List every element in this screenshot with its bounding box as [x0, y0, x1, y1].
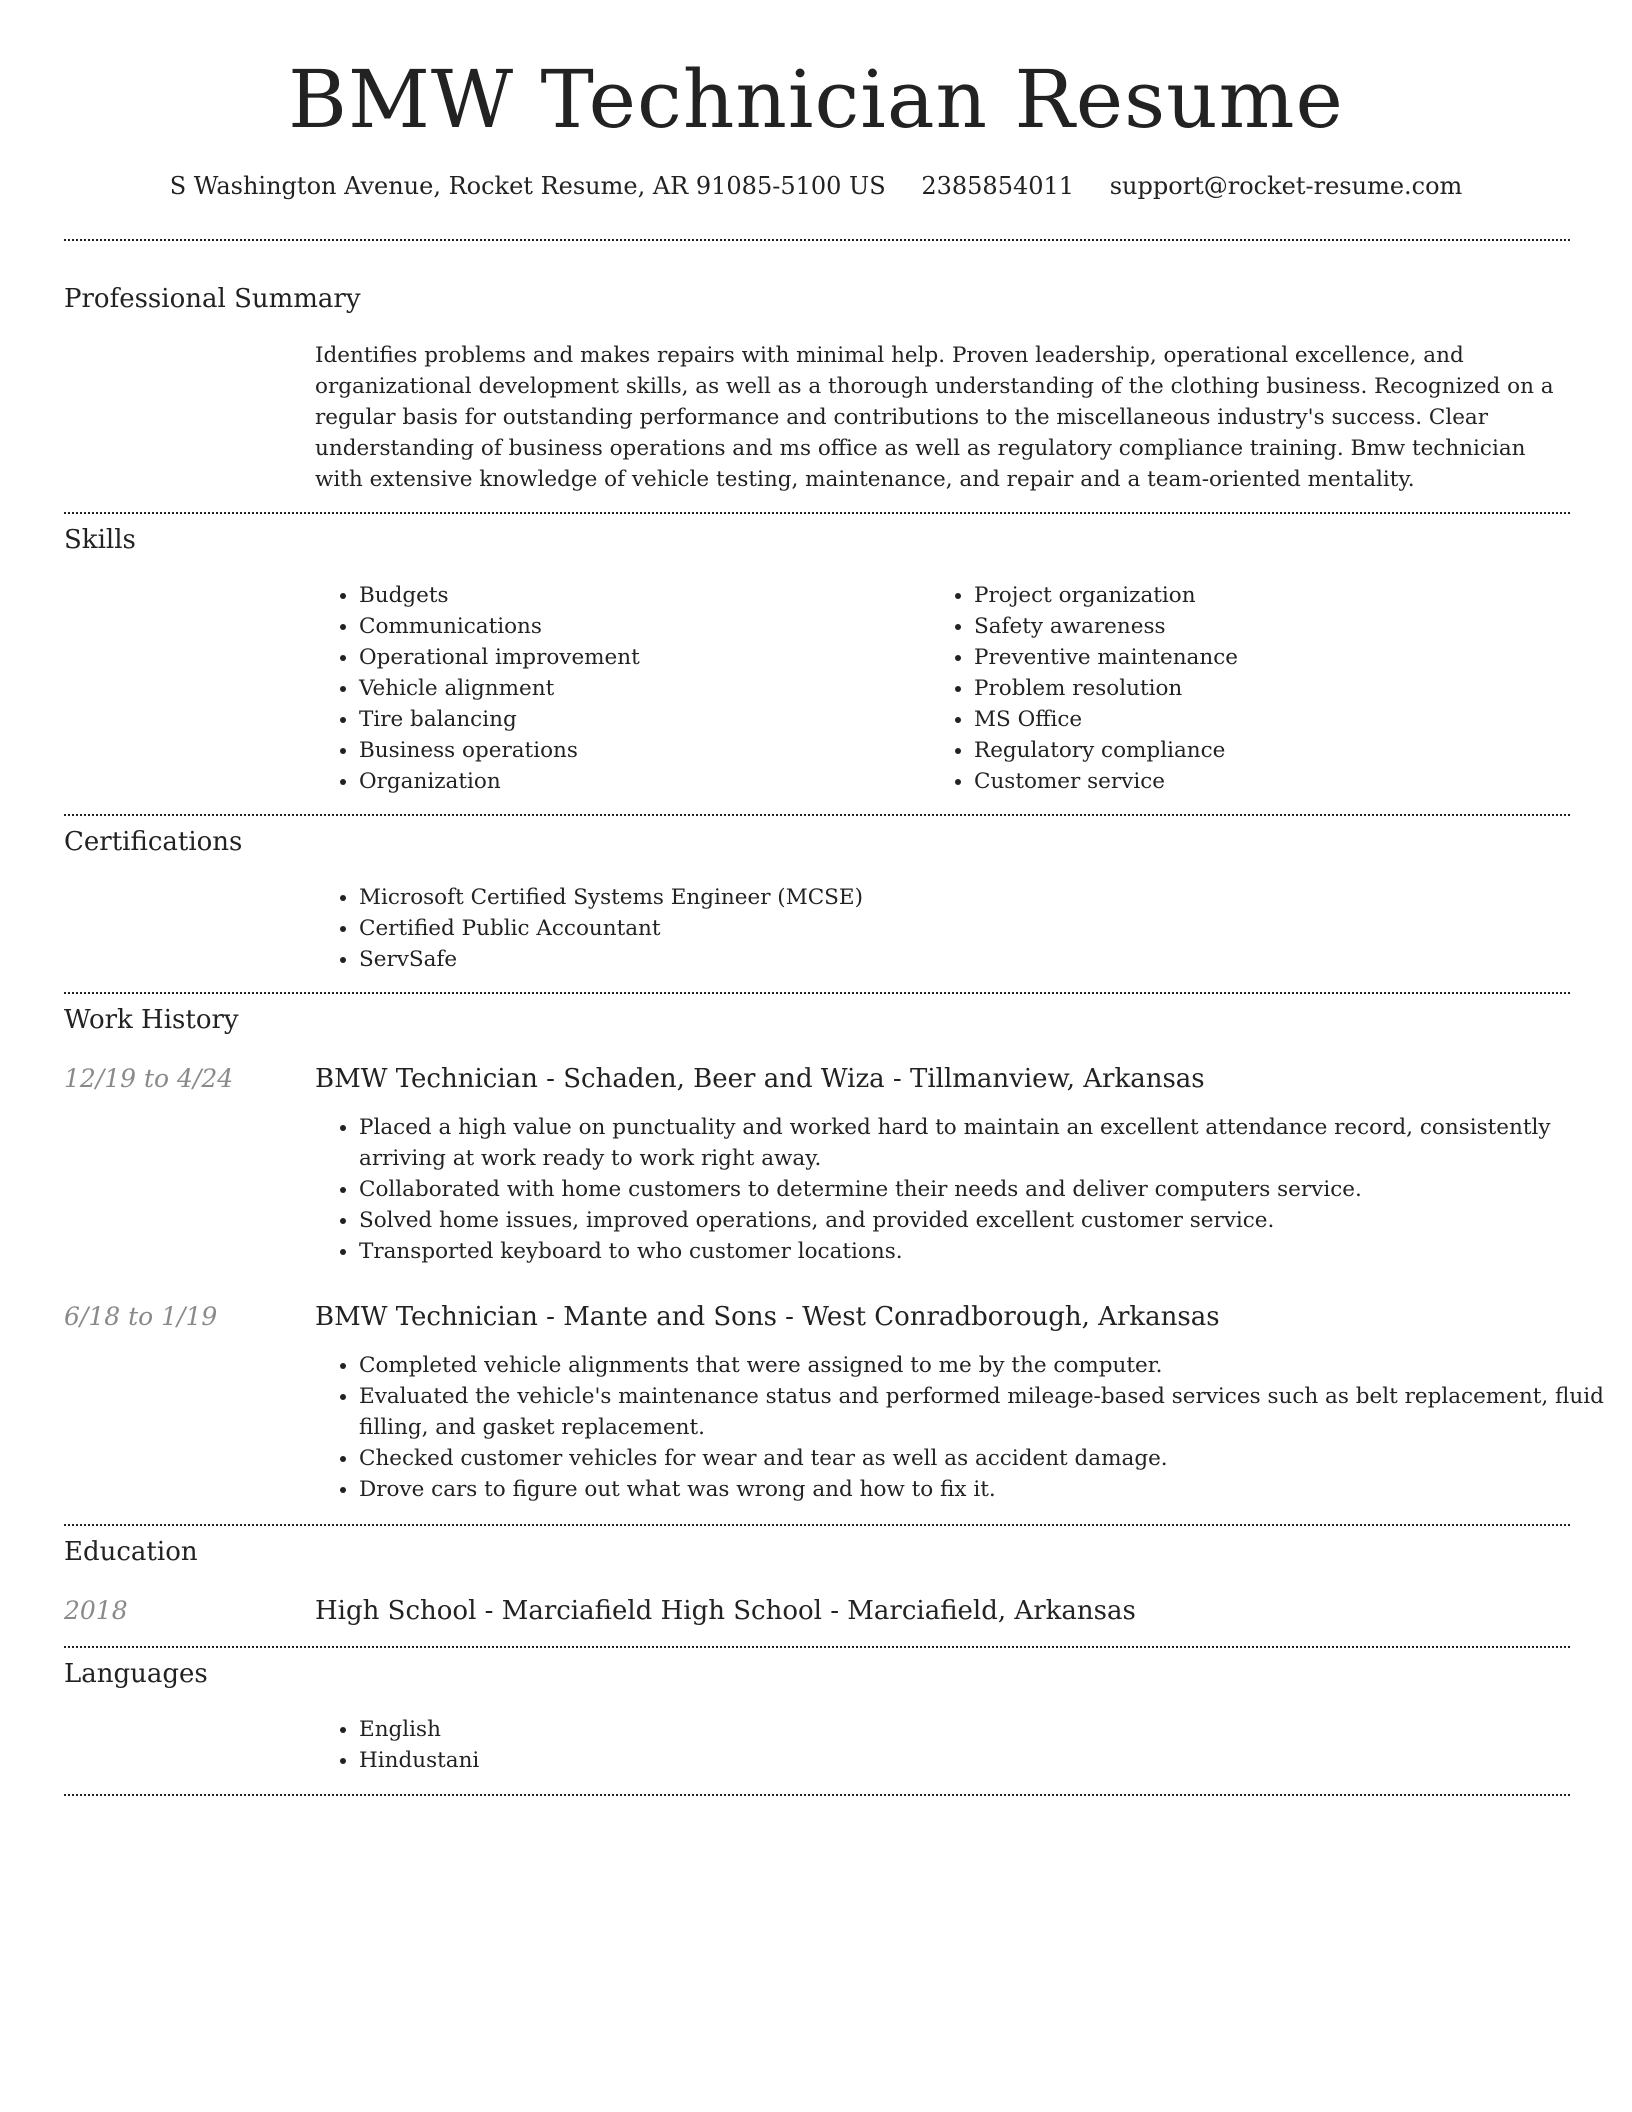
skill-item: • Preventive maintenance [974, 642, 1574, 673]
job-bullet: • Checked customer vehicles for wear and tear as well as accident damage. [359, 1443, 1604, 1474]
section-heading-education: Education [64, 1537, 198, 1567]
divider [64, 512, 1570, 514]
certification-item: • ServSafe [359, 944, 1559, 975]
job-bullets [315, 1112, 1604, 1267]
address: S Washington Avenue, Rocket Resume, AR 91085-5100 US [169, 172, 886, 200]
section-heading-summary: Professional Summary [64, 284, 361, 314]
job-dates: 6/18 to 1/19 [64, 1302, 218, 1331]
job-bullet: • Completed vehicle alignments that were assigned to me by the computer. [359, 1350, 1604, 1381]
skills-list-right [930, 580, 1574, 797]
skill-item: • Safety awareness [974, 611, 1574, 642]
skills-list-left [315, 580, 919, 797]
phone: 2385854011 [921, 172, 1075, 200]
section-heading-certifications: Certifications [64, 827, 243, 857]
certification-item: • Microsoft Certified Systems Engineer (MCSE) [359, 882, 1559, 913]
skill-item: • MS Office [974, 704, 1574, 735]
divider [64, 814, 1570, 816]
skill-item: • Regulatory compliance [974, 735, 1574, 766]
job-bullet: • Drove cars to figure out what was wrong and how to fix it. [359, 1474, 1604, 1505]
language-item: • Hindustani [359, 1745, 1559, 1776]
job-bullet: • Transported keyboard to who customer locations. [359, 1236, 1604, 1267]
skill-item: • Business operations [359, 735, 919, 766]
job-bullet: • Evaluated the vehicle's maintenance status and performed mileage-based services such as belt replacement, fluid filling, and gasket replacement. [359, 1381, 1604, 1443]
skill-item: • Customer service [974, 766, 1574, 797]
divider [64, 992, 1570, 994]
section-heading-work-history: Work History [64, 1005, 239, 1035]
section-heading-skills: Skills [64, 525, 136, 555]
job-bullets [315, 1350, 1604, 1505]
divider [64, 1794, 1570, 1796]
skill-item: • Project organization [974, 580, 1574, 611]
education-year: 2018 [64, 1596, 128, 1625]
certification-item: • Certified Public Accountant [359, 913, 1559, 944]
job-dates: 12/19 to 4/24 [64, 1064, 234, 1093]
job-title: BMW Technician - Schaden, Beer and Wiza - Tillmanview, Arkansas [315, 1064, 1205, 1094]
divider [64, 239, 1570, 241]
resume-title: BMW Technician Resume [288, 53, 1344, 146]
job-bullet: • Solved home issues, improved operations, and provided excellent customer service. [359, 1205, 1604, 1236]
job-title: BMW Technician - Mante and Sons - West Conradborough, Arkansas [315, 1302, 1220, 1332]
certifications-list [315, 882, 1559, 975]
languages-list [315, 1714, 1559, 1776]
email: support@rocket-resume.com [1109, 172, 1463, 200]
job-bullet: • Placed a high value on punctuality and worked hard to maintain an excellent attendance record, consistently arriving at work ready to work right away. [359, 1112, 1604, 1174]
education-entry: High School - Marciafield High School - Marciafield, Arkansas [315, 1596, 1136, 1626]
skill-item: • Communications [359, 611, 919, 642]
skill-item: • Problem resolution [974, 673, 1574, 704]
skill-item: • Tire balancing [359, 704, 919, 735]
skill-item: • Budgets [359, 580, 919, 611]
section-heading-languages: Languages [64, 1659, 208, 1689]
skill-item: • Operational improvement [359, 642, 919, 673]
job-bullet: • Collaborated with home customers to determine their needs and deliver computers service. [359, 1174, 1604, 1205]
divider [64, 1524, 1570, 1526]
summary-text: Identifies problems and makes repairs with minimal help. Proven leadership, operational excellence, and organizational development skills, as well as a thorough understanding of the clothing business. Recognized on a regular basis for outstanding performance and contributions to the miscellaneous industry's success. Clear understanding of business operations and ms office as well as regulatory compliance training. Bmw technician with extensive knowledge of vehicle testing, maintenance, and repair and a team-oriented mentality. [315, 343, 1554, 492]
skill-item: • Organization [359, 766, 919, 797]
divider [64, 1646, 1570, 1648]
contact-line [0, 168, 1632, 204]
language-item: • English [359, 1714, 1559, 1745]
skill-item: • Vehicle alignment [359, 673, 919, 704]
